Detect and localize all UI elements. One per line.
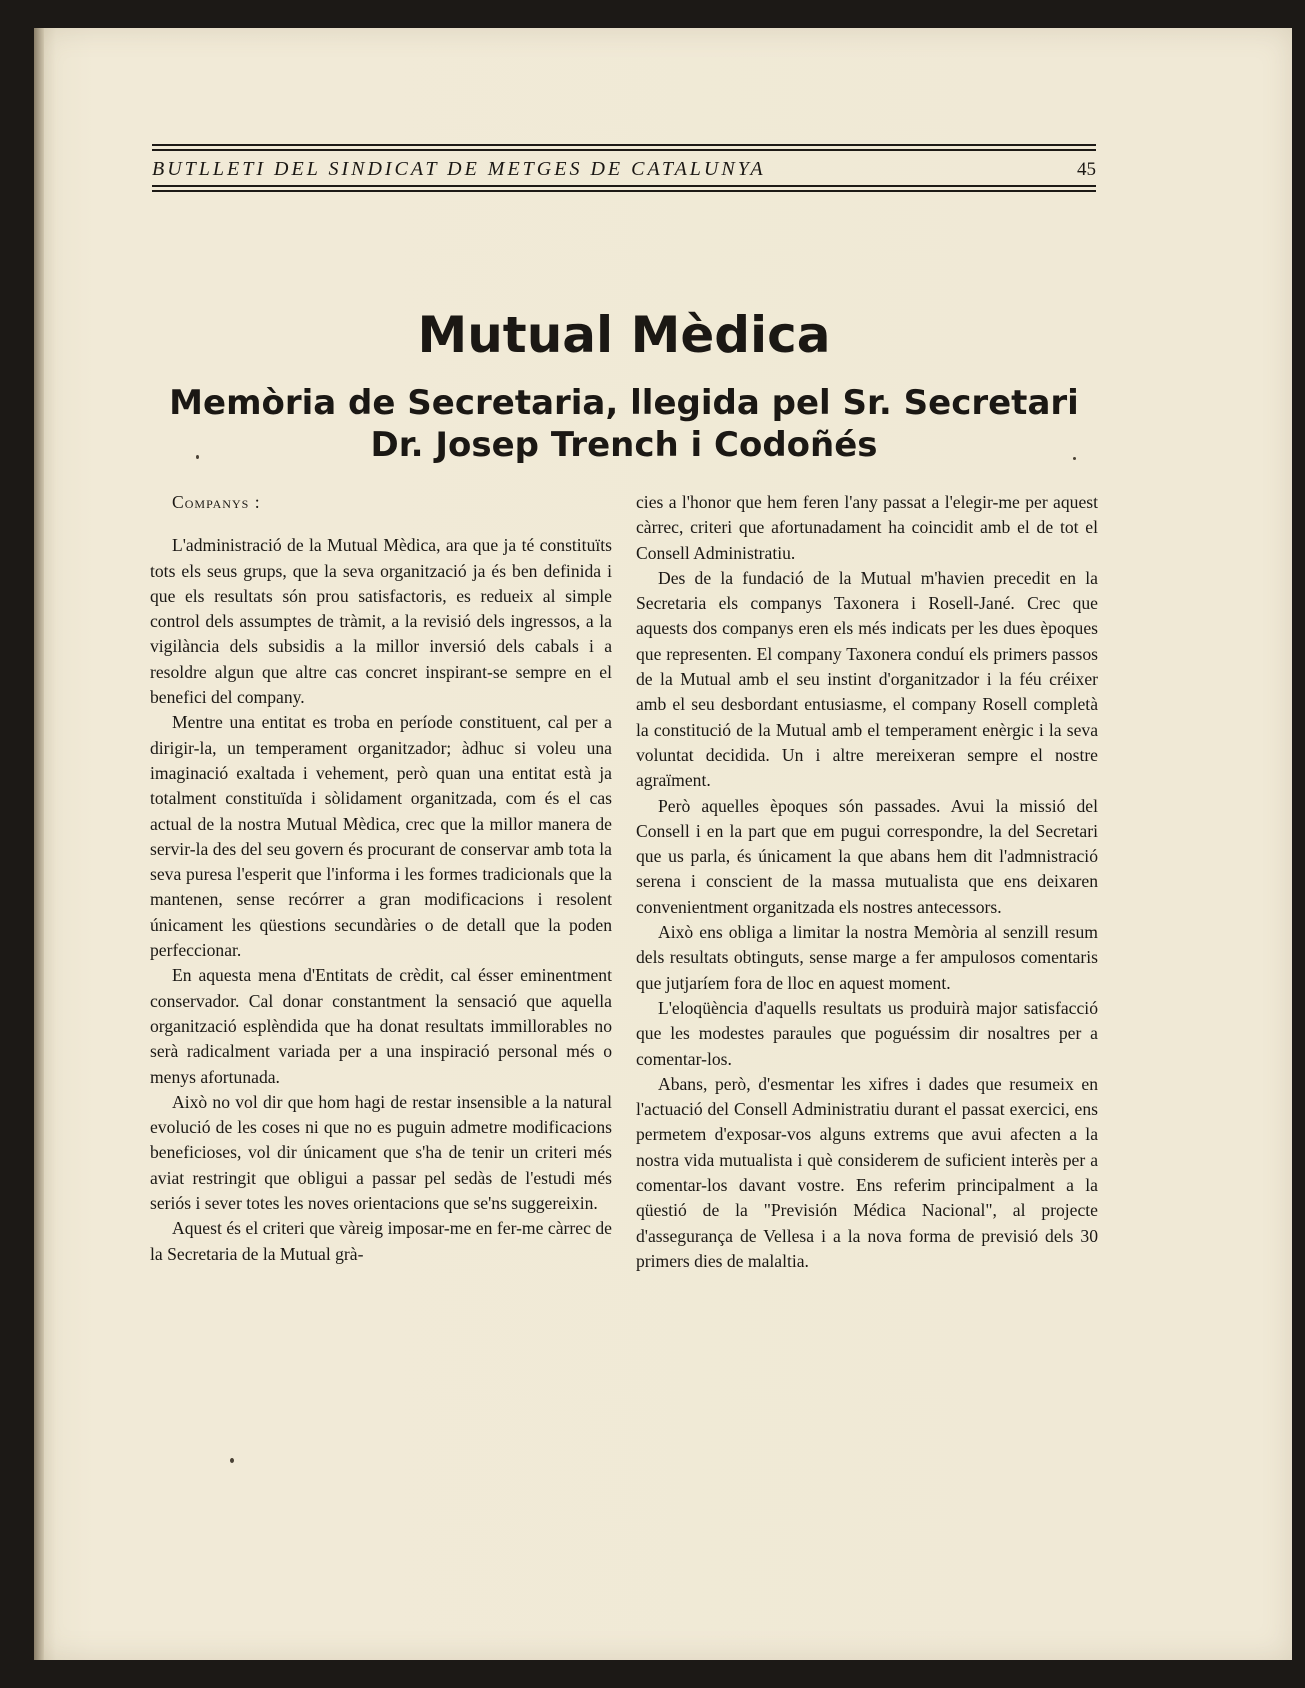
article-title: Mutual Mèdica (417, 306, 831, 364)
page-spine-shadow (34, 28, 44, 1660)
left-column (150, 490, 612, 1274)
paragraph: Mentre una entitat es troba en període constituent, cal per a dirigir-la, un temperament organitzador; àdhuc si voleu una imaginació exaltada i vehement, però quan una entitat està ja totalment constituïda i sòlidament organitzada, com és el cas actual de la nostra Mutual Mèdica, crec que la millor manera de servir-la des del seu govern és procurant de conservar amb tota la seva puresa l'esperit que l'informa i les formes tradicionals que la mantenen, sense recórrer a gran modificacions i resolent únicament les qüestions secundàries o de detall que la poden perfeccionar. (150, 712, 612, 961)
salutation: Companys : (172, 492, 261, 512)
paragraph-continued: cies a l'honor que hem feren l'any passat a l'elegir-me per aquest càrrec, criteri que afortunadament ha coincidit amb el de tot el Consell Administratiu. (636, 492, 1098, 563)
print-speck (230, 1458, 234, 1463)
paragraph: L'eloqüència d'aquells resultats us produirà major satisfacció que les modestes paraules que poguéssim dir nosaltres per a comentar-los. (636, 997, 1098, 1069)
article-subtitle-line2: Dr. Josep Trench i Codoñés (370, 425, 878, 465)
article-body (150, 490, 1098, 1274)
paragraph: Abans, però, d'esmentar les xifres i dades que resumeix en l'actuació del Consell Administratiu durant el passat exercici, ens permetem d'exposar-vos alguns extrems que avui afecten a la nostra vida mutualista i què considerem de suficient interès per a comentar-los davant vostre. Ens referim principalment a la qüestió de la "Previsión Médica Nacional", al projecte d'assegurança de Vellesa i a la nova forma de previsió dels 30 primers dies de malaltia. (636, 1073, 1098, 1271)
page-number: 45 (1077, 159, 1096, 180)
paragraph: Aquest és el criteri que vàreig imposar-me en fer-me càrrec de la Secretaria de la Mutual grà- (150, 1218, 612, 1264)
article-heading (152, 302, 1096, 466)
paragraph: Però aquelles èpoques són passades. Avui la missió del Consell i en la part que em pugui correspondre, la del Secretari que us parla, és únicament la que abans hem dit l'admnistració serena i conscient de la massa mutualista que ens deixaren convenientment organitzada els nostres antecessors. (636, 795, 1098, 917)
paragraph: Això no vol dir que hom hagi de restar insensible a la natural evolució de les coses ni que no es puguin admetre modificacions beneficioses, vol dir únicament que s'ha de tenir un criteri més aviat restringit que obligui a passar pel sedàs de l'estudi més seriós i sever totes les noves orientacions que se'ns suggereixin. (150, 1091, 612, 1214)
header-rule-bottom (152, 185, 1096, 196)
running-header (152, 144, 1096, 196)
print-speck (196, 455, 199, 459)
print-speck (1073, 457, 1076, 460)
header-rule-top (152, 144, 1096, 155)
paragraph: L'administració de la Mutual Mèdica, ara que ja té constituïts tots els seus grups, que la seva organització ja és ben definida i que els resultats són prou satisfactoris, es redueix al simple control dels assumptes de tràmit, a la revisió dels ingressos, a la vigilància dels subsidis a la millor inversió dels cabals i a resoldre algun que altre cas concret inspirant-se sempre en el benefici del company. (150, 535, 612, 708)
paragraph: Des de la fundació de la Mutual m'havien precedit en la Secretaria els companys Taxonera i Rosell-Jané. Crec que aquests dos companys eren els més indicats per les dues èpoques que representen. El company Taxonera conduí els primers passos de la Mutual amb el seu instint d'organitzador i la féu créixer amb el seu desbordant entusiasme, el company Rosell completà la constitució de la Mutual amb el temperament enèrgic i la seva voluntat decidida. Un i altre mereixeran sempre el nostre agraïment. (636, 567, 1098, 791)
journal-name: BUTLLETI DEL SINDICAT DE METGES DE CATALUNYA (152, 158, 766, 180)
running-header-line (152, 155, 1096, 185)
right-column (636, 490, 1098, 1274)
article-subtitle-line1: Memòria de Secretaria, llegida pel Sr. Secretari (169, 383, 1079, 423)
paragraph: Això ens obliga a limitar la nostra Memòria al senzill resum dels resultats obtinguts, sense marge a fer ampulosos comentaris que jutjaríem fora de lloc en aquest moment. (636, 922, 1098, 993)
paragraph: En aquesta mena d'Entitats de crèdit, cal ésser eminentment conservador. Cal donar constantment la sensació que aquella organització esplèndida que ha donat resultats immillorables no serà radicalment variada per a una inspiració personal més o menys afortunada. (150, 965, 612, 1087)
